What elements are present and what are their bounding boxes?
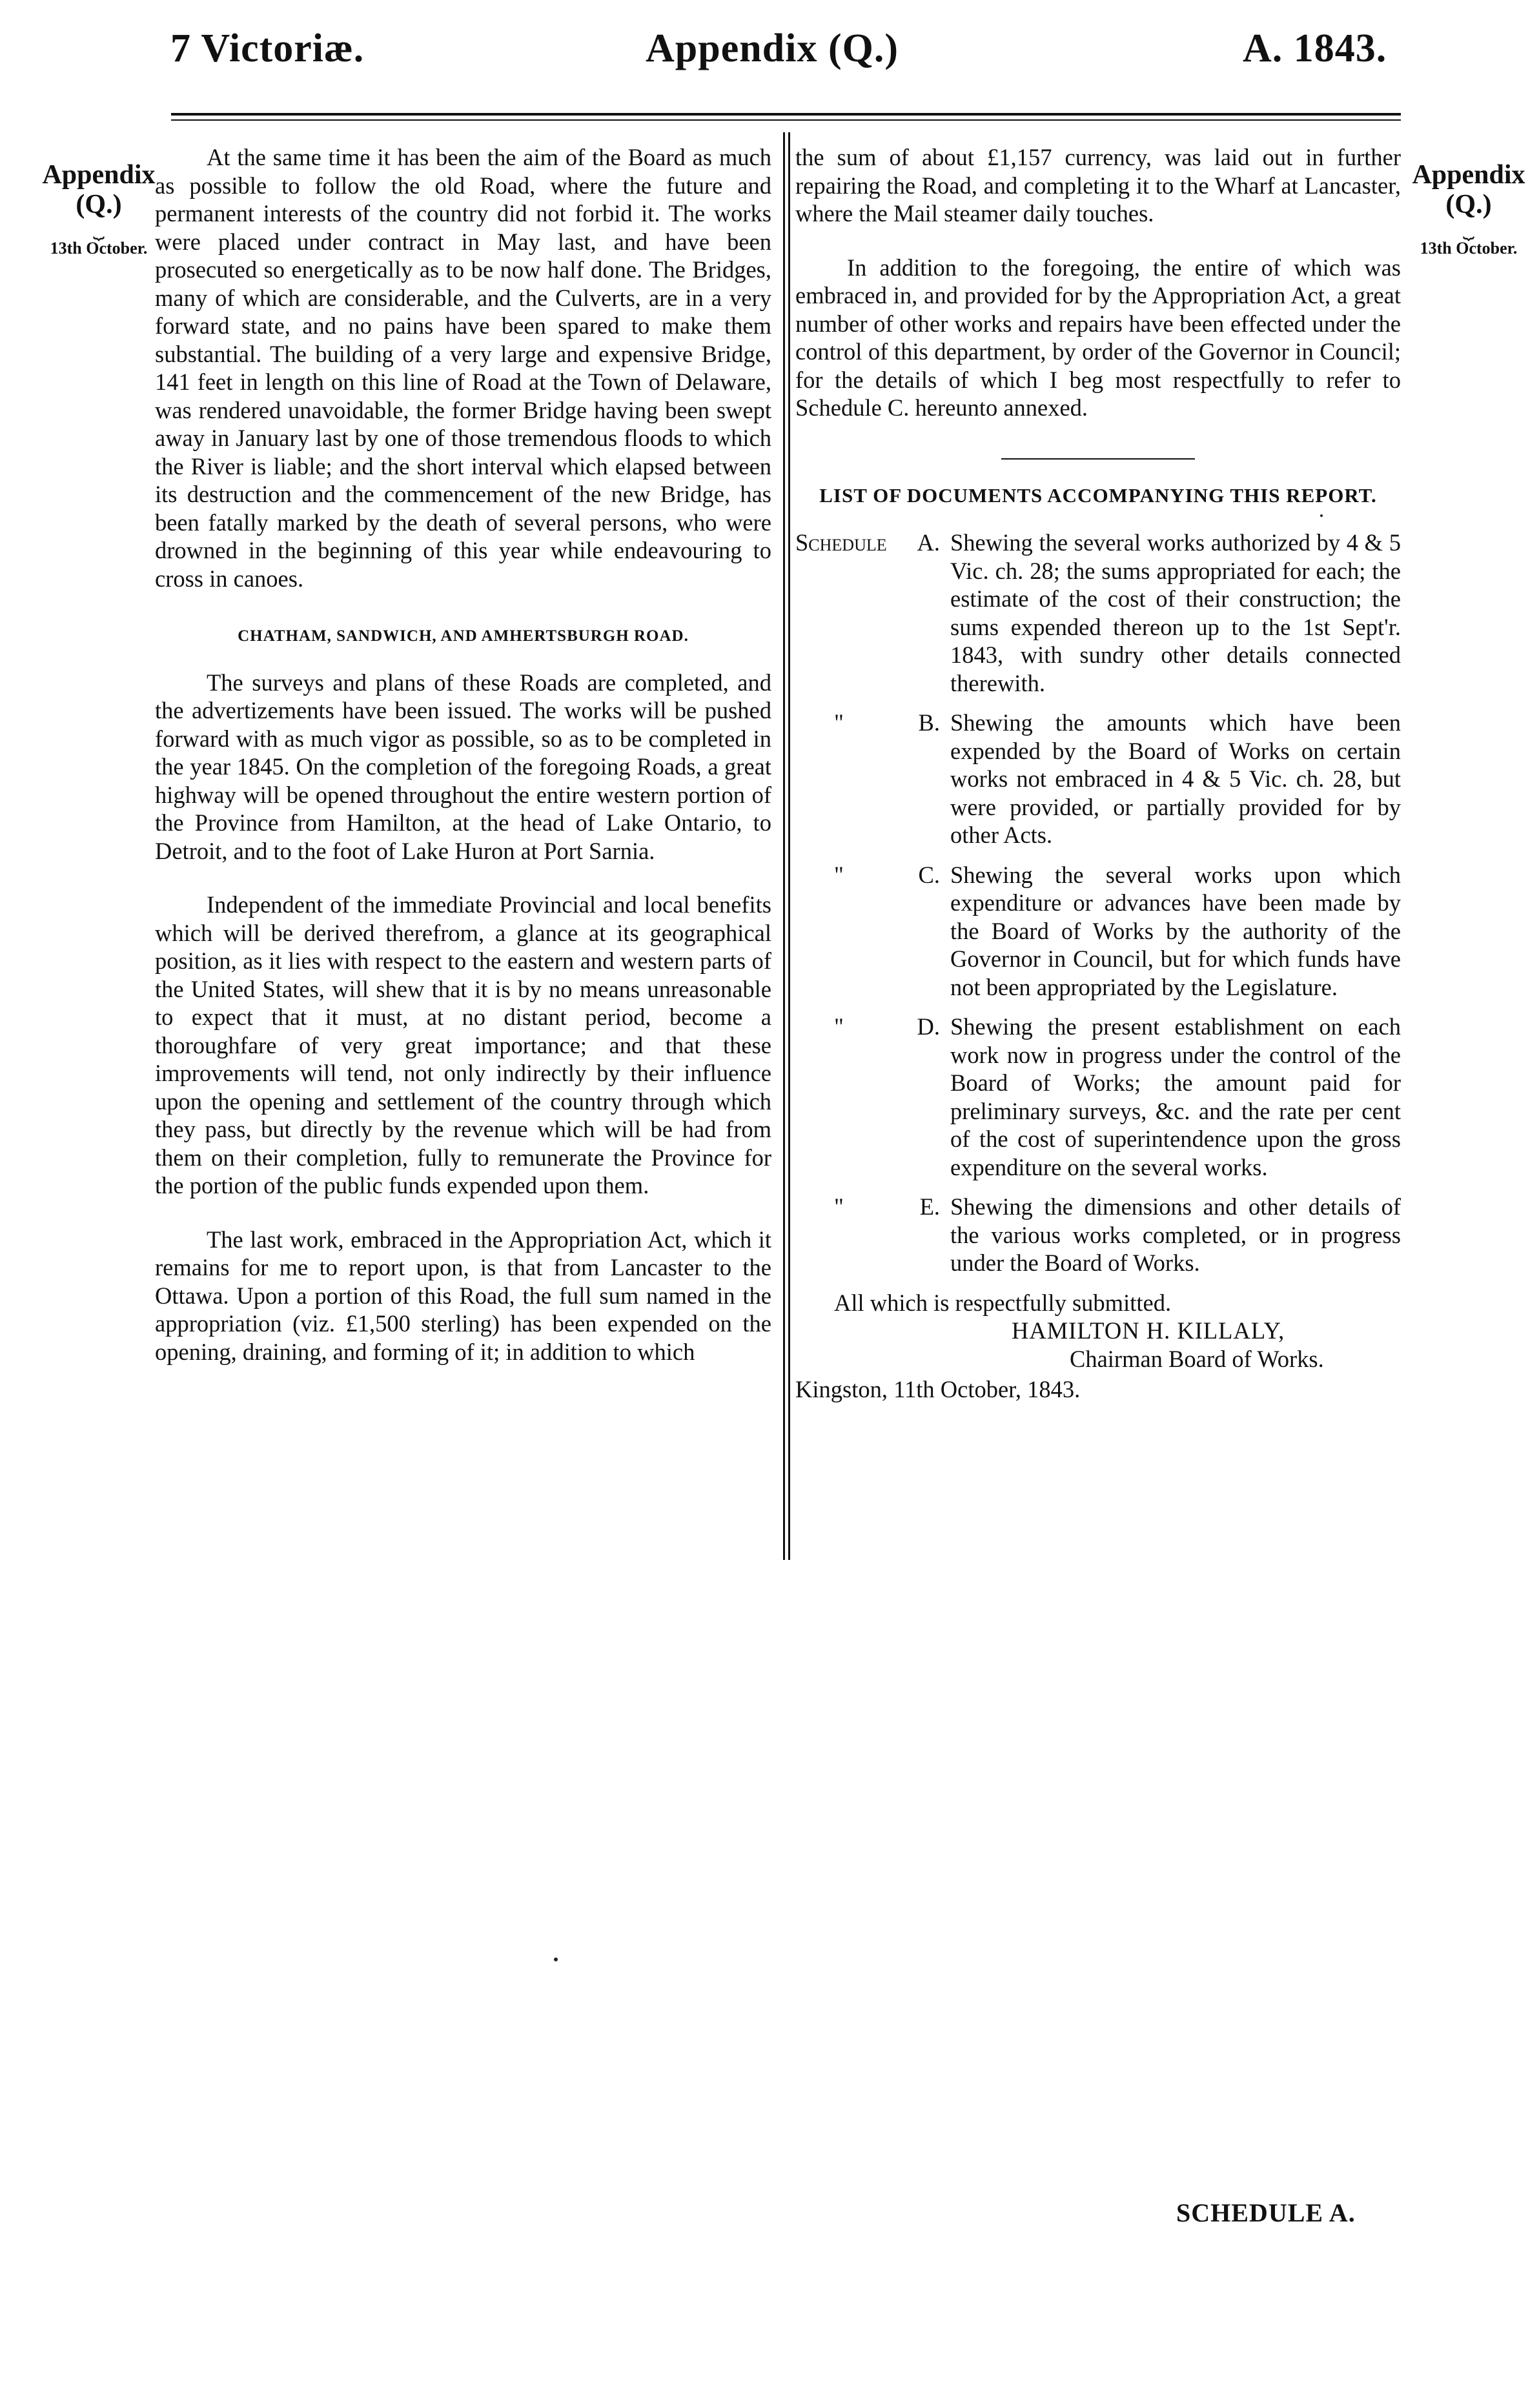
- column-divider: [783, 132, 785, 1560]
- left-column: [155, 143, 771, 1366]
- header-rule-thick: [171, 113, 1401, 116]
- header-center: Appendix (Q.): [646, 26, 899, 70]
- margin-note-label: Appendix: [1412, 160, 1525, 190]
- column-divider: [788, 132, 790, 1560]
- header-rule-thin: [171, 119, 1401, 121]
- schedule-letter: B.: [918, 709, 940, 736]
- schedule-heading: SCHEDULE A.: [1176, 2198, 1356, 2227]
- ditto-mark: ": [834, 861, 844, 888]
- paragraph-road-works: At the same time it has been the aim of the Board as much as possible to follow the old Road, where the future and permanent interests of the country did not forbid it. The works were placed under contract in May last, and have been prosecuted so energetically as to be now half done. The Bridges, many of which are considerable, and the Culverts, are in a very forward state, and no pains have been spared to make them substantial. The building of a very large and expensive Bridge, 141 feet in length on this line of Road at the Town of Delaware, was rendered unavoidable, the former Bridge having been swept away in January last by one of those tremendous floods to which the River is liable; and the short interval which elapsed between its destruction and the commencement of the new Bridge, has been fatally marked by the death of several persons, who were drowned in the beginning of this year while endeavouring to cross in canoes.: [155, 144, 771, 592]
- schedule-description: Shewing the dimensions and other details of the various works completed, or in progress under the Board of Works.: [950, 1193, 1401, 1276]
- list-item: [795, 1193, 1401, 1277]
- schedule-description: Shewing the several works authorized by 4 & 5 Vic. ch. 28; the sums appropriated for each; the estimate of the cost of their construction; the sums expended thereon up to the 1st Sept'r. 1843, with sundry other details connected therewith.: [950, 529, 1401, 696]
- brace-icon: ⏟: [93, 218, 105, 239]
- paragraph-surveys: The surveys and plans of these Roads are completed, and the advertizements have been issued. The works will be pushed forward with as much vigor as possible, so as to be completed in the year 1845. On the completion of the foregoing Roads, a great highway will be opened throughout the entire western portion of the Province from Hamilton, at the head of Lake Ontario, to Detroit, and to the foot of Lake Huron at Port Sarnia.: [155, 669, 771, 864]
- schedule-label: Schedule: [795, 529, 887, 556]
- brace-icon: ⏟: [1463, 218, 1474, 239]
- ditto-mark: ": [834, 1013, 844, 1040]
- header-right: A. 1843.: [1243, 26, 1387, 70]
- section-heading: CHATHAM, SANDWICH, AND AMHERTSBURGH ROAD.: [238, 627, 689, 645]
- margin-note-left: [31, 160, 167, 258]
- margin-note-letter: (Q.): [76, 190, 122, 219]
- paragraph-other-works: In addition to the foregoing, the entire of which was embraced in, and provided for by the Appropriation Act, a great number of other works and repairs have been effected under the control of this department, by order of the Governor in Council; for the details of which I beg most respectfully to refer to Schedule C. hereunto annexed.: [795, 254, 1401, 421]
- ditto-mark: ": [834, 709, 844, 736]
- margin-note-letter: (Q.): [1445, 190, 1492, 219]
- schedule-description: Shewing the present establishment on each work now in progress under the control of the Board of Works; the amount paid for preliminary surveys, &c. and the rate per cent of the cost of superintendence upon the gross expenditure on the several works.: [950, 1013, 1401, 1180]
- place-date: Kingston, 11th October, 1843.: [795, 1376, 1081, 1402]
- schedule-letter: C.: [918, 861, 940, 888]
- signer-title: Chairman Board of Works.: [1070, 1345, 1324, 1372]
- closing-line: All which is respectfully submitted.: [834, 1289, 1172, 1316]
- schedule-letter: D.: [917, 1013, 940, 1040]
- right-column: [795, 143, 1401, 1404]
- list-item: [795, 861, 1401, 1002]
- header-left: 7 Victoriæ.: [170, 26, 365, 70]
- schedule-description: Shewing the several works upon which expenditure or advances have been made by the Board of Works by the authority of the Governor in Council, but for which funds have not been appropriated by the Legislature.: [950, 861, 1401, 1000]
- margin-note-date: 13th October.: [50, 239, 148, 258]
- paragraph-lancaster: The last work, embraced in the Appropriation Act, which it remains for me to report upon, is that from Lancaster to the Ottawa. Upon a portion of this Road, the full sum named in the appropriation (viz. £1,500 sterling) has been expended on the opening, draining, and forming of it; in addition to which: [155, 1226, 771, 1365]
- list-item: [795, 529, 1401, 697]
- signer-name: HAMILTON H. KILLALY,: [1012, 1317, 1285, 1344]
- paragraph-benefits: Independent of the immediate Provincial and local benefits which will be derived therefrom, a glance at its geographical position, as it lies with respect to the eastern and western parts of the United States, will shew that it is by no means unreasonable to expect that it must, at no distant period, become a thoroughfare of very great importance; and that these improvements will tend, not only indirectly by their influence upon the opening and settlement of the country through which they pass, but directly by the revenue which will be had from them on their completion, fully to remunerate the Province for the portion of the public funds expended upon them.: [155, 891, 771, 1199]
- list-title: LIST OF DOCUMENTS ACCOMPANYING THIS REPORT.: [819, 483, 1377, 507]
- margin-note-date: 13th October.: [1420, 239, 1518, 258]
- print-speck: [1320, 514, 1323, 517]
- schedule-letter: A.: [917, 529, 940, 556]
- schedule-description: Shewing the amounts which have been expended by the Board of Works on certain works not embraced in 4 & 5 Vic. ch. 28, but were provided, or partially provided for by other Acts.: [950, 709, 1401, 848]
- paragraph-continuation: the sum of about £1,157 currency, was laid out in further repairing the Road, and completing it to the Wharf at Lancaster, where the Mail steamer daily touches.: [795, 144, 1401, 227]
- margin-note-right: [1401, 160, 1536, 258]
- section-divider: [1001, 458, 1195, 460]
- schedule-letter: E.: [919, 1193, 940, 1220]
- list-item: [795, 709, 1401, 849]
- ditto-mark: ": [834, 1193, 844, 1220]
- print-speck: [554, 1958, 558, 1961]
- list-item: [795, 1013, 1401, 1181]
- margin-note-label: Appendix: [42, 160, 156, 190]
